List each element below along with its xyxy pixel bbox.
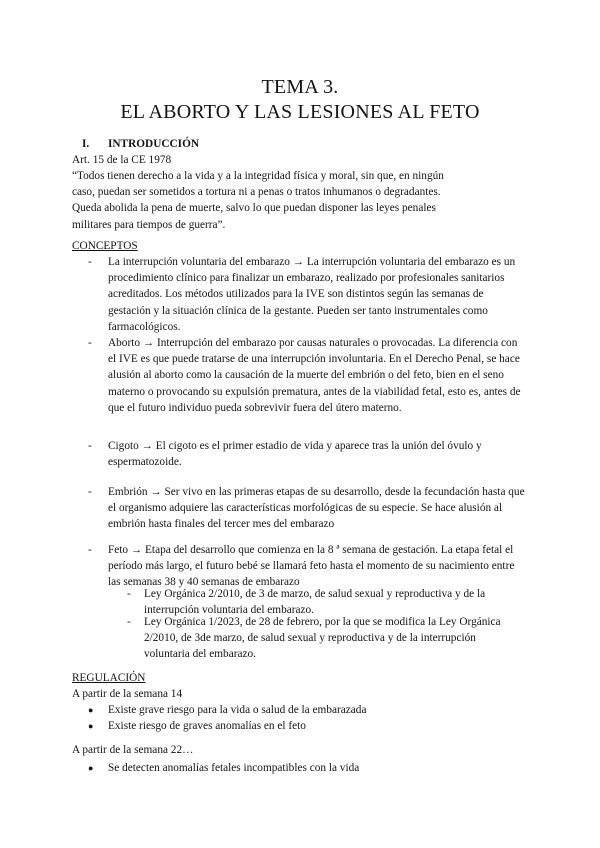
dash-marker: - [88, 440, 92, 452]
regulation-text: Se detecten anomalías fetales incompatibles con la vida [108, 762, 360, 774]
dash-marker: - [88, 337, 92, 349]
regulation-text: Existe grave riesgo para la vida o salud de la embarazada [108, 704, 367, 716]
concept-text: Cigoto → El cigoto es el primer estadio de vida y aparece tras la unión del óvulo y espermatozoide. [108, 440, 482, 469]
bullet-icon: ● [88, 721, 94, 731]
regulation-group-intro: A partir de la semana 14 [72, 688, 183, 700]
law-text: Ley Orgánica 2/2010, de 3 de marzo, de salud sexual y reproductiva y de la interrupción voluntaria del embarazo. [144, 588, 486, 617]
document-subtitle: EL ABORTO Y LAS LESIONES AL FETO [120, 101, 480, 123]
dash-marker: - [88, 544, 92, 556]
dash-marker: - [88, 486, 92, 498]
regulation-text: Existe riesgo de graves anomalías en el feto [108, 720, 306, 732]
section-heading [72, 136, 528, 152]
section-title: INTRODUCCIÓN [108, 138, 200, 150]
section-number: I. [82, 138, 90, 150]
regulation-group-intro: A partir de la semana 22… [72, 744, 194, 756]
law-text: Ley Orgánica 1/2023, de 28 de febrero, por la que se modifica la Ley Orgánica 2/2010, de 3de marzo, de salud sexual y reproductiva y de la interrupción voluntaria del embarazo. [144, 616, 501, 661]
document-title: TEMA 3. [261, 76, 339, 98]
bullet-icon: ● [88, 705, 94, 715]
concept-text: Feto → Etapa del desarrollo que comienza en la 8 ª semana de gestación. La etapa fetal el período más largo, el futuro bebé se llamará feto hasta el momento de su nacimiento entre las semanas 38 y 40 semanas de embarazo [108, 544, 515, 589]
constitution-quote: “Todos tienen derecho a la vida y a la integridad física y moral, sin que, en ningún caso, puedan ser sometidos a tortura ni a penas o tratos inhumanos o degradantes. Queda abolida la pena de muerte, salvo lo que puedan disponer las leyes penales militares para tiempos de guerra”. [72, 170, 444, 231]
dash-marker: - [88, 256, 92, 268]
bullet-icon: ● [88, 763, 94, 773]
concept-text: Aborto → Interrupción del embarazo por causas naturales o provocadas. La diferencia con el IVE es que puede tratarse de una interrupción involuntaria. En el Derecho Penal, se hace alusión al aborto como la causación de la muerte del embrión o del feto, bien en el seno materno o provocando su expulsión prematura, antes de la viabilidad fetal, esto es, antes de que el futuro individuo pueda sobrevivir fuera del útero materno. [108, 337, 521, 414]
conceptos-heading: CONCEPTOS [72, 240, 138, 252]
dash-marker: - [127, 588, 131, 600]
regulacion-heading: REGULACIÓN [72, 672, 146, 684]
concept-text: Embrión → Ser vivo en las primeras etapas de su desarrollo, desde la fecundación hasta que el organismo adquiere las características morfológicas de su especie. Se hace alusión al embrión hasta finales del tercer mes del embarazo [108, 486, 525, 531]
dash-marker: - [127, 616, 131, 628]
concept-text: La interrupción voluntaria del embarazo → La interrupción voluntaria del embarazo es un procedimiento clínico para finalizar un embarazo, realizado por profesionales sanitarios acreditados. Los métodos utilizados para la IVE son distintos según las semanas de gestación y la situación clínica de la gestante. Pueden ser tanto instrumentales como farmacológicos. [108, 256, 516, 333]
article-reference: Art. 15 de la CE 1978 [72, 154, 172, 166]
